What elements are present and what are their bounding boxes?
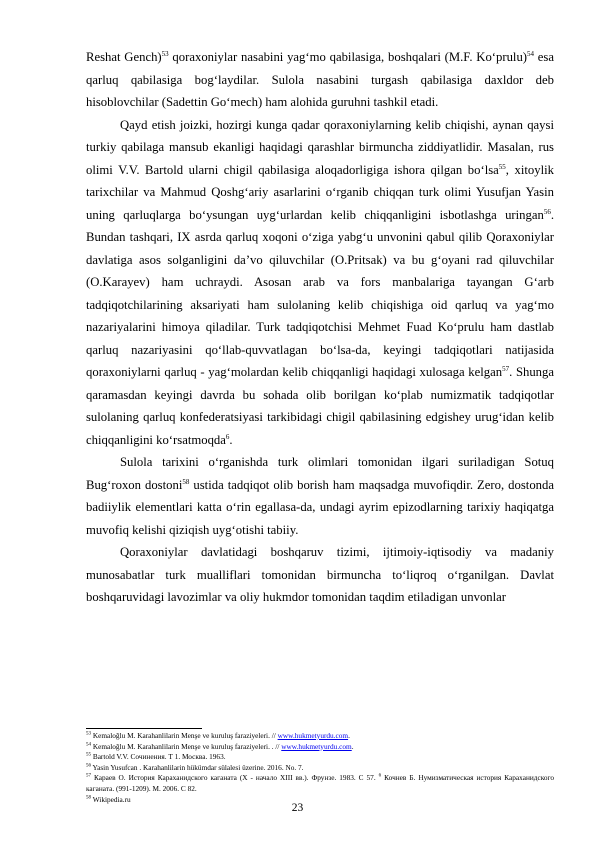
footnote-text: .	[348, 731, 350, 740]
footnote-ref-55[interactable]: 55	[498, 162, 506, 171]
text-run: ustida tadqiqot olib borish ham maqsadga muvofiqdir. Zero, dostonda badiiylik elementlari katta o‘rin egallasa-da, undagi ayrim epizodlarning tarixiy haqiqatga muvofiq kelishi qiziqish uyg‘otishi tabiiy.	[86, 477, 554, 537]
footnote-56	[86, 763, 554, 774]
text-run: qoraxoniylar nasabini yag‘mo qabilasiga, boshqalari (M.F. Ko‘prulu)	[168, 50, 528, 64]
footnote-number: 54	[86, 742, 91, 748]
footnote-text: Kemaloğlu M. Karahanlilarin Menşe ve kuruluş faraziyeleri. //	[91, 731, 278, 740]
paragraph-3	[86, 451, 554, 541]
footnote-link[interactable]: www.hukmetyurdu.com	[281, 741, 352, 751]
text-run: Qoraxoniylar davlatidagi boshqaruv tizimi, ijtimoiy-iqtisodiy va madaniy munosabatlar turk mualliflari tomonidan birmuncha to‘liqroq o‘rganilgan. Davlat boshqaruvidagi lavozimlar va oliy hukmdor tomonidan taqdim etiladigan unvonlar	[86, 545, 554, 604]
page-number: 23	[291, 802, 304, 814]
text-run: . Bundan tashqari, IX asrda qarluq xoqoni o‘ziga yabg‘u unvonini qabul qilib Qoraxoniylar davlatiga asos solganligini da’vo qiluvchilar (O.Pritsak) va bu g‘oyani rad qiluvchilar (O.Karayev) ham uchraydi. Asosan arab va fors manbalariga tayangan G‘arb tadqiqotchilarining aksariyati ham sulolaning kelib chiqishiga oid qarluq va yag‘mo nazariyalarini himoya qiladilar. Turk tadqiqotchisi Mehmet Fuad Ko‘prulu ham dastlab qarluq nazariyasini qo‘llab-quvvatlagan bo‘lsa-da, keyingi tadqiqotlari natijasida qoraxoniylarni qarluq - yag‘molardan kelib chiqqanligi haqidagi xulosaga kelgan	[86, 207, 554, 379]
footnote-54	[86, 742, 554, 753]
footnote-text: Караев О. История Караханидского каганата (X - начало XIII вв.). Фрунзе. 1983. С 57.	[91, 773, 379, 783]
text-run: , xitoylik tarixchilar va Mahmud Qoshg‘ariy asarlarini o‘rganib chiqqan turk olimi Yusufjan Yasin uning qarluqlarga bo‘ysungan uyg‘urlardan kelib chiqqanligini isbotlashga uringan	[86, 162, 554, 222]
footnote-number: 56	[86, 763, 91, 769]
footnotes	[86, 731, 554, 805]
text-run: esa qarluq qabilasiga bog‘laydilar. Sulola nasabini turgash qabilasiga daxldor deb hisoblovchilar (Sadettin Go‘mech) ham alohida guruhni tashkil etadi.	[86, 50, 555, 109]
footnote-ref-58[interactable]: 58	[182, 477, 190, 486]
footnote-text: Kemaloğlu M. Karahanlilarin Menşe ve kuruluş faraziyeleri. . //	[91, 741, 282, 751]
text-run: .	[229, 432, 233, 447]
text-run: Reshat Gench)	[86, 50, 162, 64]
paragraph-4	[86, 541, 554, 609]
text-run: Sulola tarixini o‘rganishda turk olimlari tomonidan ilgari suriladigan Sotuq Bug‘roxon dostoni	[86, 455, 554, 492]
footnote-number: 6	[378, 773, 382, 779]
footnote-separator	[86, 728, 202, 729]
paragraph-1	[86, 46, 554, 114]
text-run: . Shunga qaramasdan keyingi davrda bu sohada olib borilgan ko‘plab numizmatik tadqiqotlar sulolaning qarluq konfederatsiyasi tarkibidagi chigil qabilasining edgishey urug‘idan kelib chiqqanligini ko‘rsatmoqda	[86, 365, 554, 447]
footnote-ref-53[interactable]: 53	[161, 49, 169, 58]
footnote-text: Wikipedia.ru	[91, 794, 131, 804]
footnote-text: Bartold V.V. Сочинения. Т 1. Москва. 1963.	[91, 752, 226, 762]
footnote-number: 57	[86, 773, 91, 779]
footnote-ref-54[interactable]: 54	[527, 49, 535, 58]
footnote-57	[86, 773, 554, 794]
footnote-number: 55	[86, 752, 91, 758]
paragraph-2	[86, 114, 554, 452]
footnote-ref-6[interactable]: 6	[225, 432, 230, 441]
text-run: Qayd etish joizki, hozirgi kunga qadar qoraxoniylarning kelib chiqishi, aynan qaysi turkiy qabilaga mansub ekanligi haqidagi qarashlar birmuncha ziddiyatlidir. Masalan, rus olimi V.V. Bartold ularni chigil qabilasiga aloqadorligiga ishora qilgan bo‘lsa	[86, 117, 554, 177]
footnote-link[interactable]: www.hukmetyurdu.com	[277, 731, 349, 740]
page-body	[86, 46, 554, 609]
footnote-ref-57[interactable]: 57	[502, 364, 510, 373]
footnote-number: 53	[86, 731, 91, 737]
footnote-text: Кочнев Б. Нумизматическая история Караханидского каганата. (991-1209). М. 2006. С 82.	[86, 773, 554, 793]
footnote-ref-56[interactable]: 56	[543, 207, 551, 216]
footnote-text: Yasin Yusufcan . Karahanlilarin hükümdar sülalesi üzerine. 2016. No. 7.	[91, 762, 304, 772]
footnote-55	[86, 752, 554, 763]
footnote-number: 58	[86, 795, 91, 801]
footnote-text: .	[351, 741, 354, 751]
footnote-53	[86, 731, 554, 742]
